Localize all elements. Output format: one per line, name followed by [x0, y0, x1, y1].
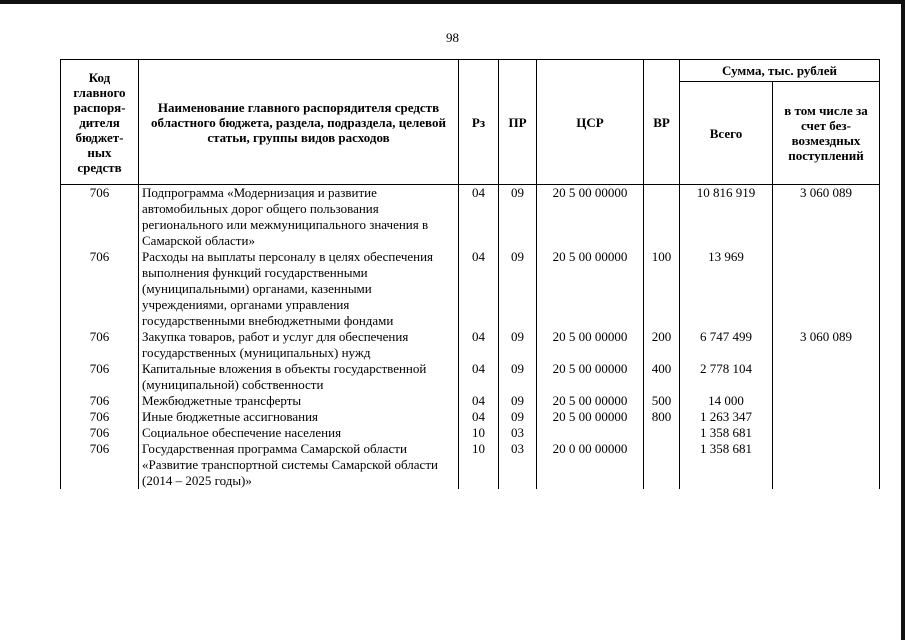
cell-vr: [644, 185, 680, 250]
header-name: Наименование главного распорядителя средств областного бюджета, раздела, подраздела, целевой статьи, группы видов расходов: [139, 60, 459, 185]
cell-total: 14 000: [680, 393, 773, 409]
cell-pr: 03: [499, 425, 537, 441]
cell-total: 2 778 104: [680, 361, 773, 393]
header-csr: ЦСР: [537, 60, 644, 185]
cell-name: Иные бюджетные ассигнования: [139, 409, 459, 425]
cell-name: Капитальные вложения в объекты государственной (муниципальной) собственности: [139, 361, 459, 393]
cell-name: Закупка товаров, работ и услуг для обеспечения государственных (муниципальных) нужд: [139, 329, 459, 361]
table-row: [61, 409, 880, 425]
cell-name: Государственная программа Самарской области «Развитие транспортной системы Самарской области (2014 – 2025 годы)»: [139, 441, 459, 489]
cell-rz: 04: [459, 393, 499, 409]
cell-vr: [644, 425, 680, 441]
cell-name: Расходы на выплаты персоналу в целях обеспечения выполнения функций государственными (муниципальными) органами, казенными учреждениями, органами управления государственными внебюджетными фондами: [139, 249, 459, 329]
table-row: [61, 393, 880, 409]
cell-incl: [773, 409, 880, 425]
page-number: 98: [446, 30, 459, 45]
cell-pr: 09: [499, 329, 537, 361]
cell-rz: 04: [459, 329, 499, 361]
header-sum: Сумма, тыс. рублей: [680, 60, 880, 82]
cell-incl: 3 060 089: [773, 185, 880, 250]
cell-code: 706: [61, 425, 139, 441]
table-row: [61, 249, 880, 329]
cell-code: 706: [61, 441, 139, 489]
cell-incl: 3 060 089: [773, 329, 880, 361]
cell-csr: 20 5 00 00000: [537, 361, 644, 393]
cell-incl: [773, 361, 880, 393]
cell-pr: 09: [499, 361, 537, 393]
cell-total: 6 747 499: [680, 329, 773, 361]
table-row: [61, 425, 880, 441]
cell-rz: 10: [459, 441, 499, 489]
cell-name: Межбюджетные трансферты: [139, 393, 459, 409]
cell-pr: 09: [499, 393, 537, 409]
cell-vr: 100: [644, 249, 680, 329]
cell-incl: [773, 249, 880, 329]
cell-csr: 20 5 00 00000: [537, 329, 644, 361]
cell-vr: 800: [644, 409, 680, 425]
cell-total: 1 263 347: [680, 409, 773, 425]
cell-code: 706: [61, 361, 139, 393]
cell-rz: 04: [459, 409, 499, 425]
cell-rz: 04: [459, 249, 499, 329]
header-total: Всего: [680, 82, 773, 185]
cell-total: 1 358 681: [680, 425, 773, 441]
scan-edge-top: [0, 0, 905, 4]
cell-pr: 09: [499, 249, 537, 329]
cell-csr: [537, 425, 644, 441]
cell-vr: 500: [644, 393, 680, 409]
cell-pr: 09: [499, 409, 537, 425]
table-row: [61, 185, 880, 250]
cell-vr: 200: [644, 329, 680, 361]
scan-edge-right: [901, 0, 905, 640]
cell-code: 706: [61, 393, 139, 409]
cell-incl: [773, 425, 880, 441]
cell-incl: [773, 393, 880, 409]
cell-rz: 10: [459, 425, 499, 441]
table-row: [61, 361, 880, 393]
cell-csr: 20 5 00 00000: [537, 409, 644, 425]
cell-vr: [644, 441, 680, 489]
table-row: [61, 441, 880, 489]
cell-code: 706: [61, 409, 139, 425]
table-row: [61, 329, 880, 361]
cell-rz: 04: [459, 361, 499, 393]
cell-name: Социальное обеспечение населения: [139, 425, 459, 441]
cell-total: 13 969: [680, 249, 773, 329]
cell-total: 10 816 919: [680, 185, 773, 250]
cell-pr: 03: [499, 441, 537, 489]
header-rz: Рз: [459, 60, 499, 185]
cell-name: Подпрограмма «Модернизация и развитие автомобильных дорог общего пользования регионального или межмуниципального значения в Самарской области»: [139, 185, 459, 250]
cell-csr: 20 5 00 00000: [537, 185, 644, 250]
header-incl: в том числе за счет без-возмездных поступлений: [773, 82, 880, 185]
table-body: [61, 185, 880, 490]
cell-csr: 20 5 00 00000: [537, 249, 644, 329]
cell-vr: 400: [644, 361, 680, 393]
cell-code: 706: [61, 185, 139, 250]
cell-pr: 09: [499, 185, 537, 250]
header-vr: ВР: [644, 60, 680, 185]
cell-csr: 20 5 00 00000: [537, 393, 644, 409]
cell-total: 1 358 681: [680, 441, 773, 489]
cell-csr: 20 0 00 00000: [537, 441, 644, 489]
cell-code: 706: [61, 249, 139, 329]
header-code: Код главного распоря-дителя бюджет-ных средств: [61, 60, 139, 185]
budget-table: [60, 59, 880, 489]
cell-code: 706: [61, 329, 139, 361]
cell-incl: [773, 441, 880, 489]
header-pr: ПР: [499, 60, 537, 185]
cell-rz: 04: [459, 185, 499, 250]
